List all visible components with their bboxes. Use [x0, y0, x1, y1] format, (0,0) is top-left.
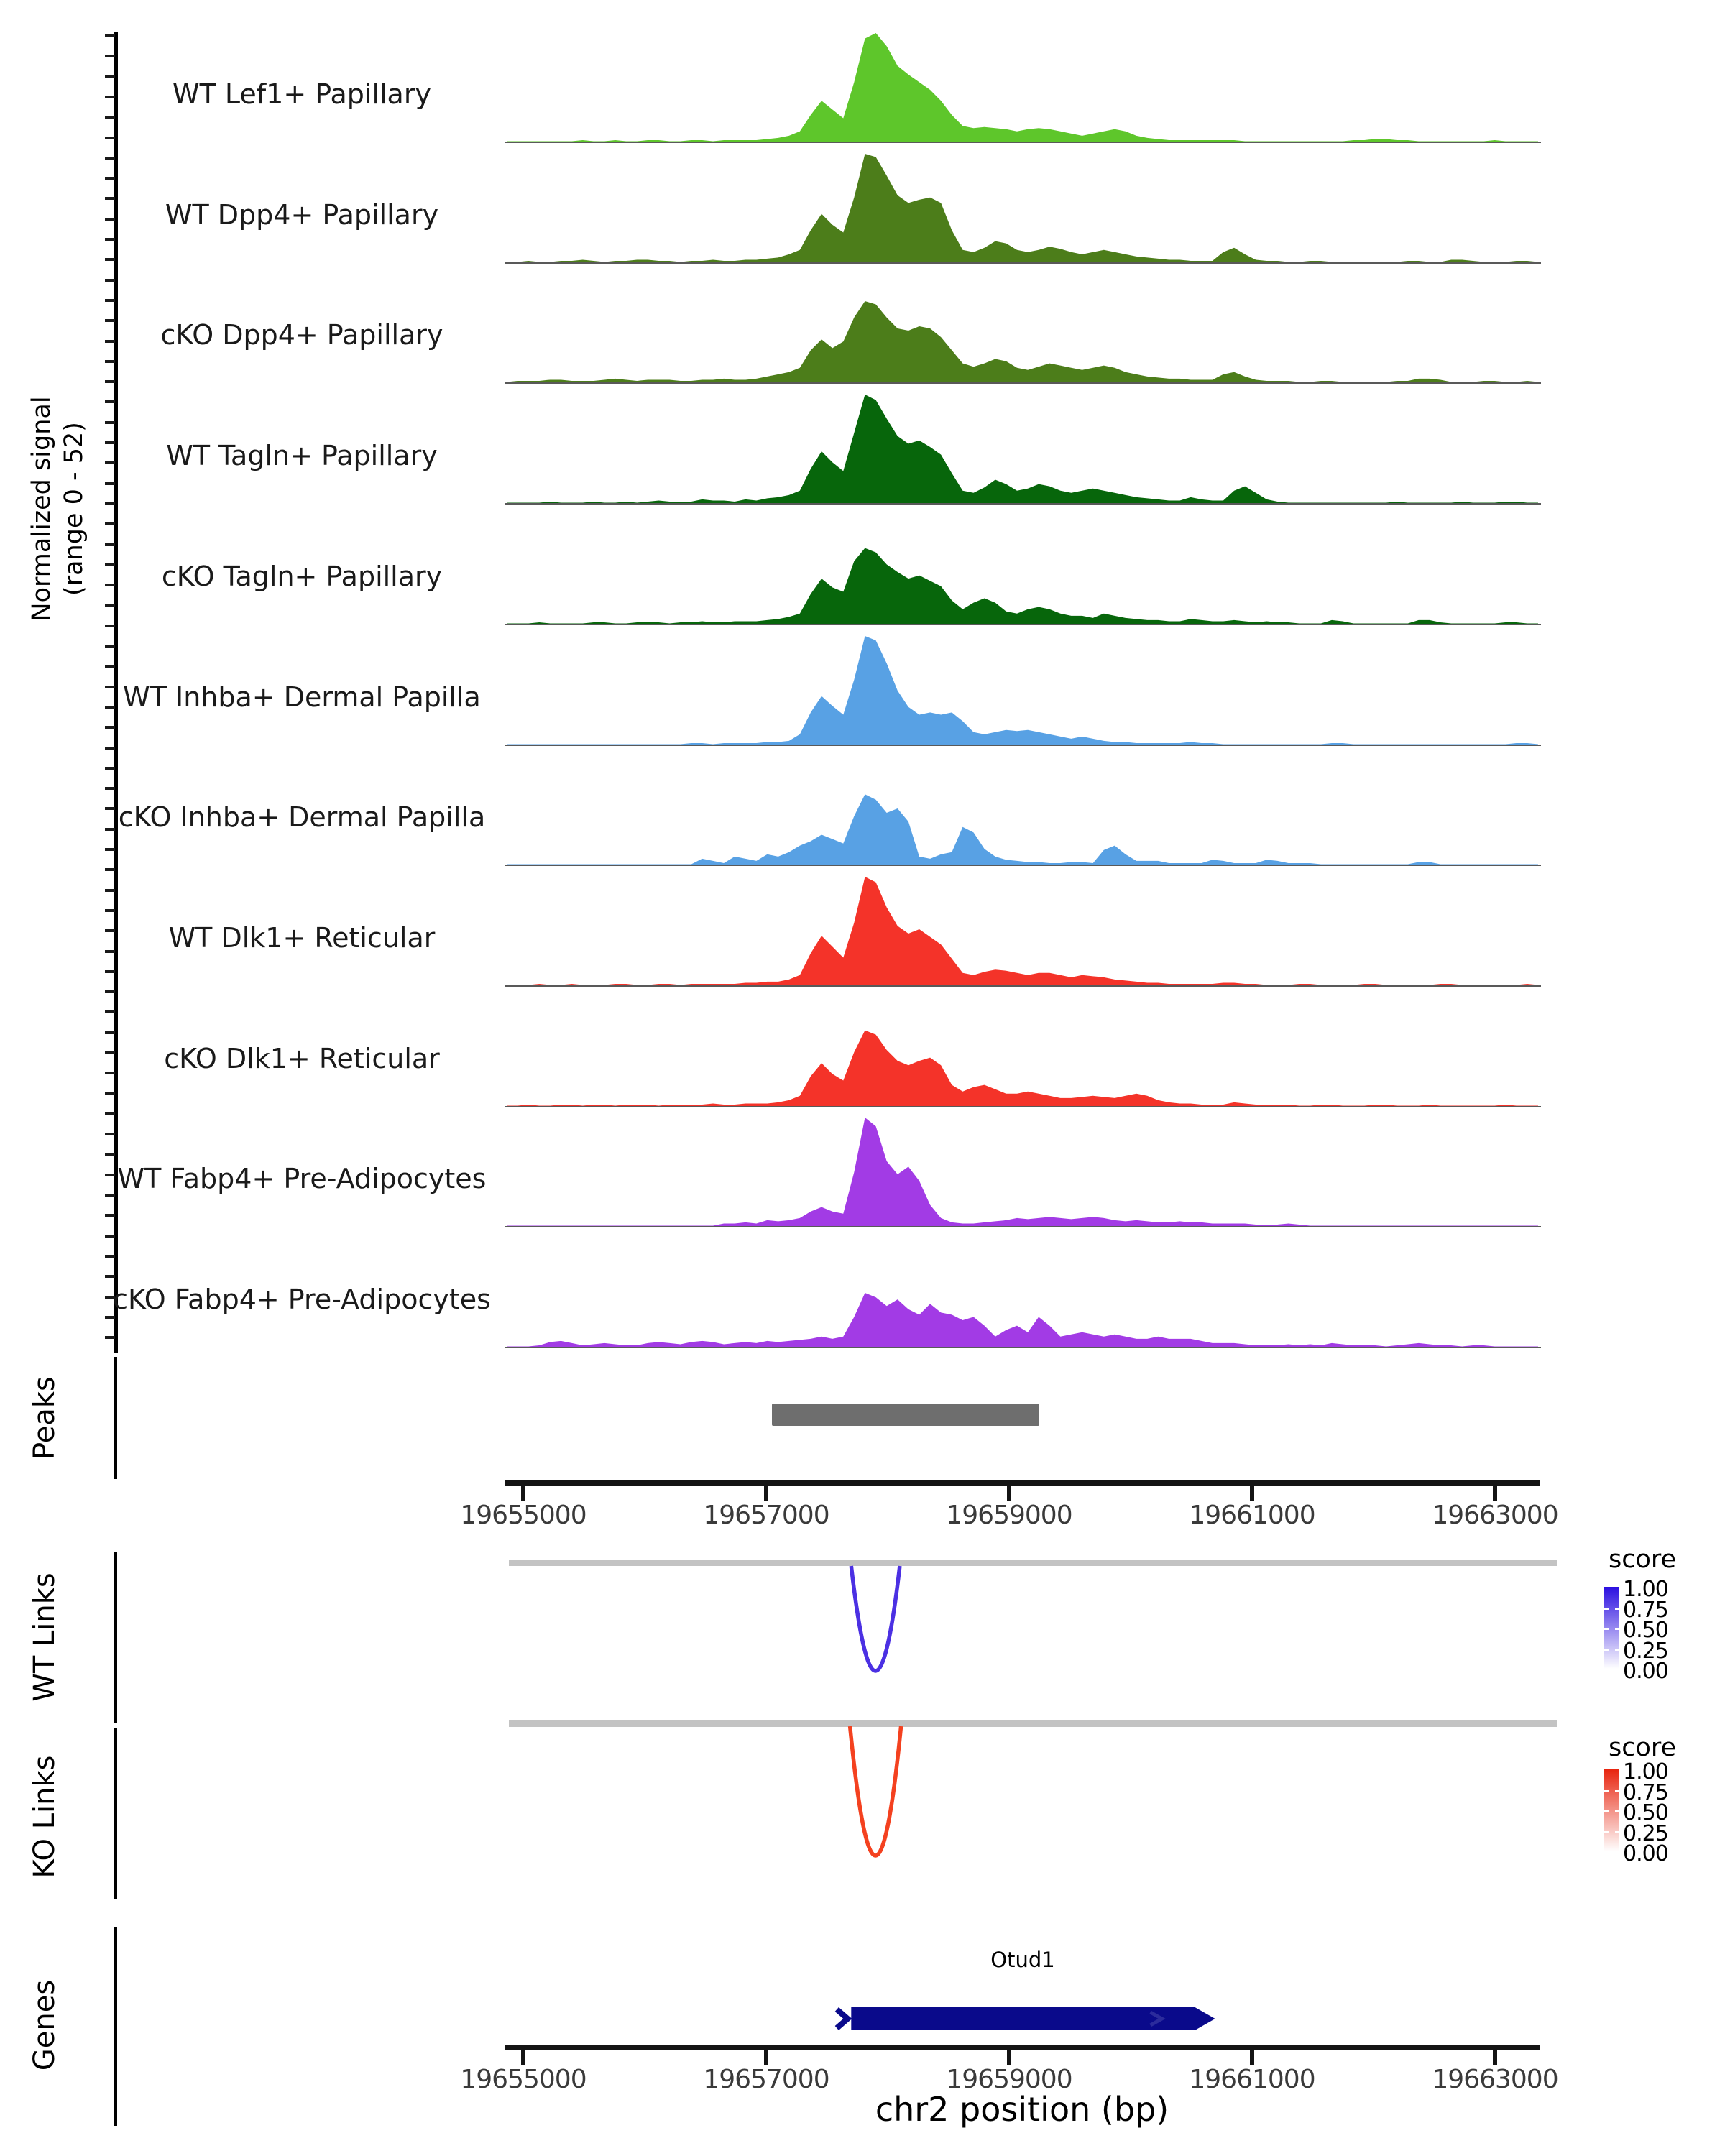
- gene-arrowhead-icon: [1195, 2007, 1215, 2030]
- link-arc-svg: [507, 1564, 1538, 1725]
- signal-area: [507, 636, 1538, 745]
- y-axis-tick: [105, 522, 115, 525]
- score-legend-tick-label: 0.50: [1623, 1800, 1668, 1825]
- x-axis-tick-label: 19655000: [460, 1501, 586, 1530]
- y-axis-tick: [105, 1153, 115, 1156]
- x-axis-tick: [764, 1486, 768, 1501]
- score-legend-notch: [1604, 1831, 1609, 1833]
- y-axis-tick: [105, 75, 115, 78]
- score-legend-tick-label: 0.50: [1623, 1618, 1668, 1643]
- y-axis-tick: [105, 747, 115, 750]
- track-signal-11: [507, 1238, 1538, 1348]
- x-axis-tick-label: 19655000: [460, 2065, 586, 2094]
- y-axis-tick: [105, 137, 115, 139]
- gene-strand-chevron-icon: [837, 2009, 847, 2028]
- gene-name-label: Otud1: [990, 1948, 1055, 1972]
- y-axis-tick: [105, 421, 115, 424]
- y-axis-tick: [105, 767, 115, 770]
- signal-area: [507, 33, 1538, 142]
- track-signal-2: [507, 154, 1538, 263]
- signal-area: [507, 1118, 1538, 1227]
- x-axis-tick-label: 19657000: [703, 1501, 829, 1530]
- track-signal-4: [507, 395, 1538, 504]
- track-label: cKO Dlk1+ Reticular: [164, 1042, 440, 1074]
- link-arc-svg: [507, 1722, 1538, 1899]
- y-axis-tick: [105, 990, 115, 993]
- x-axis-tick-label: 19661000: [1189, 1501, 1315, 1530]
- y-axis-tick: [105, 868, 115, 871]
- track-signal-10: [507, 1118, 1538, 1227]
- score-legend-tick-label: 0.75: [1623, 1779, 1668, 1805]
- y-axis-tick: [105, 1133, 115, 1135]
- track-label: cKO Inhba+ Dermal Papilla: [118, 801, 486, 834]
- score-legend-tick-label: 0.00: [1623, 1659, 1668, 1684]
- signal-area: [507, 1030, 1538, 1106]
- x-axis-tick: [1493, 2050, 1497, 2065]
- y-axis-tick: [105, 1031, 115, 1034]
- score-legend-title: score: [1609, 1733, 1677, 1762]
- score-legend-tick-label: 1.00: [1623, 1759, 1668, 1784]
- y-axis-tick: [105, 360, 115, 363]
- x-axis-tick-label: 19663000: [1432, 2065, 1558, 2094]
- track-signal-9: [507, 998, 1538, 1107]
- link-arc: [850, 1726, 901, 1856]
- track-baseline: [505, 262, 1541, 264]
- score-legend-notch: [1615, 1628, 1619, 1630]
- score-legend-notch: [1604, 1790, 1609, 1792]
- track-signal-6: [507, 636, 1538, 745]
- y-axis-tick: [105, 1112, 115, 1115]
- signal-area: [507, 1293, 1538, 1348]
- score-legend-tick-label: 0.00: [1623, 1841, 1668, 1866]
- track-label: cKO Fabp4+ Pre-Adipocytes: [113, 1284, 491, 1315]
- y-axis-tick: [105, 787, 115, 790]
- track-baseline: [505, 382, 1541, 384]
- y-axis-tick: [105, 380, 115, 383]
- y-axis-tick: [105, 1235, 115, 1238]
- peak-interval-bar: [772, 1404, 1039, 1426]
- track-signal-3: [507, 274, 1538, 383]
- y-axis-tick: [105, 238, 115, 241]
- link-arc: [851, 1566, 900, 1671]
- y-axis-tick: [105, 55, 115, 57]
- y-axis-tick: [105, 279, 115, 282]
- y-axis-tick: [105, 258, 115, 261]
- y-axis-tick: [105, 1092, 115, 1095]
- y-axis-tick: [105, 1336, 115, 1339]
- y-axis-tick: [105, 1275, 115, 1278]
- x-axis-tick-label: 19661000: [1189, 2065, 1315, 2094]
- gene-body-bar: [851, 2007, 1195, 2030]
- signal-area: [507, 154, 1538, 263]
- y-axis-label-line2: (range 0 - 52): [60, 422, 88, 596]
- x-axis-tick: [1250, 2050, 1254, 2065]
- y-axis-tick: [105, 34, 115, 37]
- peaks-section-label: Peaks: [28, 1376, 61, 1460]
- y-axis-tick: [105, 604, 115, 607]
- gene-body-svg: [507, 1998, 1538, 2041]
- y-axis-tick: [105, 116, 115, 119]
- signal-area: [507, 301, 1538, 383]
- track-signal-1: [507, 33, 1538, 142]
- y-axis-tick: [105, 157, 115, 160]
- track-signal-8: [507, 877, 1538, 986]
- score-legend-notch: [1615, 1790, 1619, 1792]
- score-legend-notch: [1615, 1831, 1619, 1833]
- track-baseline: [505, 624, 1541, 625]
- x-axis-tick-label: 19663000: [1432, 1501, 1558, 1530]
- y-axis-tick: [105, 625, 115, 627]
- x-axis-tick: [1250, 1486, 1254, 1501]
- track-label: cKO Tagln+ Papillary: [161, 560, 443, 592]
- x-axis-tick-label: 19657000: [703, 2065, 829, 2094]
- y-axis-tick: [105, 848, 115, 851]
- y-axis-tick: [105, 543, 115, 546]
- track-baseline: [505, 1106, 1541, 1107]
- score-legend-notch: [1604, 1649, 1609, 1651]
- score-legend-notch: [1615, 1810, 1619, 1812]
- x-axis-tick: [1007, 2050, 1011, 2065]
- score-legend-notch: [1615, 1649, 1619, 1651]
- y-axis-tick: [105, 909, 115, 912]
- x-axis-line: [505, 1480, 1540, 1486]
- y-axis-tick: [105, 299, 115, 302]
- score-legend-title: score: [1609, 1545, 1677, 1574]
- track-baseline: [505, 865, 1541, 866]
- track-label: WT Lef1+ Papillary: [172, 78, 431, 110]
- ko-links-axis-line: [114, 1728, 117, 1899]
- y-axis-tick: [105, 482, 115, 485]
- y-axis-tick: [105, 177, 115, 180]
- score-legend-tick-label: 0.25: [1623, 1820, 1668, 1846]
- track-baseline: [505, 1226, 1541, 1227]
- score-legend-notch: [1604, 1628, 1609, 1630]
- y-axis-tick: [105, 502, 115, 505]
- score-legend-tick-label: 0.75: [1623, 1597, 1668, 1623]
- score-legend-notch: [1615, 1608, 1619, 1610]
- peaks-axis-line: [114, 1357, 117, 1479]
- genes-section-label: Genes: [28, 1979, 61, 2071]
- x-axis-line: [505, 2045, 1540, 2050]
- score-legend-tick-label: 1.00: [1623, 1577, 1668, 1602]
- genes-axis-line: [114, 1927, 117, 2126]
- signal-area: [507, 794, 1538, 865]
- signal-area: [507, 548, 1538, 624]
- ko-links-section-label: KO Links: [28, 1755, 61, 1879]
- wt-links-axis-line: [114, 1552, 117, 1723]
- y-axis-tick: [105, 970, 115, 973]
- y-axis-tick: [105, 1010, 115, 1013]
- x-axis-tick: [521, 2050, 525, 2065]
- track-label: WT Dlk1+ Reticular: [168, 921, 436, 954]
- track-label: WT Fabp4+ Pre-Adipocytes: [117, 1163, 487, 1195]
- y-axis-tick: [105, 645, 115, 648]
- y-axis-tick: [105, 1316, 115, 1319]
- score-legend-tick-label: 0.25: [1623, 1638, 1668, 1664]
- x-axis-tick: [1493, 1486, 1497, 1501]
- y-axis-tick: [105, 400, 115, 403]
- wt-links-section-label: WT Links: [28, 1572, 61, 1702]
- x-axis-tick-label: 19659000: [946, 1501, 1072, 1530]
- y-axis-tick: [105, 1255, 115, 1258]
- y-axis-tick: [105, 726, 115, 729]
- y-axis-tick: [105, 1214, 115, 1217]
- track-label: WT Tagln+ Papillary: [166, 440, 438, 472]
- signal-area: [507, 877, 1538, 986]
- track-baseline: [505, 142, 1541, 143]
- track-signal-5: [507, 515, 1538, 625]
- track-baseline: [505, 1347, 1541, 1348]
- signal-area: [507, 395, 1538, 504]
- track-label: WT Inhba+ Dermal Papilla: [123, 681, 481, 713]
- x-axis-tick: [1007, 1486, 1011, 1501]
- y-axis-tick: [105, 665, 115, 668]
- track-label: cKO Dpp4+ Papillary: [160, 319, 443, 351]
- track-baseline: [505, 503, 1541, 505]
- y-axis-tick: [105, 889, 115, 892]
- score-legend-notch: [1604, 1608, 1609, 1610]
- y-axis-label: [26, 279, 92, 739]
- track-signal-7: [507, 756, 1538, 865]
- x-axis-tick: [764, 2050, 768, 2065]
- score-legend-notch: [1604, 1810, 1609, 1812]
- track-label: WT Dpp4+ Papillary: [165, 198, 439, 231]
- x-axis-tick: [521, 1486, 525, 1501]
- track-baseline: [505, 985, 1541, 987]
- track-baseline: [505, 745, 1541, 746]
- y-axis-label-line1: Normalized signal: [27, 396, 56, 622]
- x-axis-tick-label: 19659000: [946, 2065, 1072, 2094]
- x-axis-title: chr2 position (bp): [875, 2090, 1169, 2129]
